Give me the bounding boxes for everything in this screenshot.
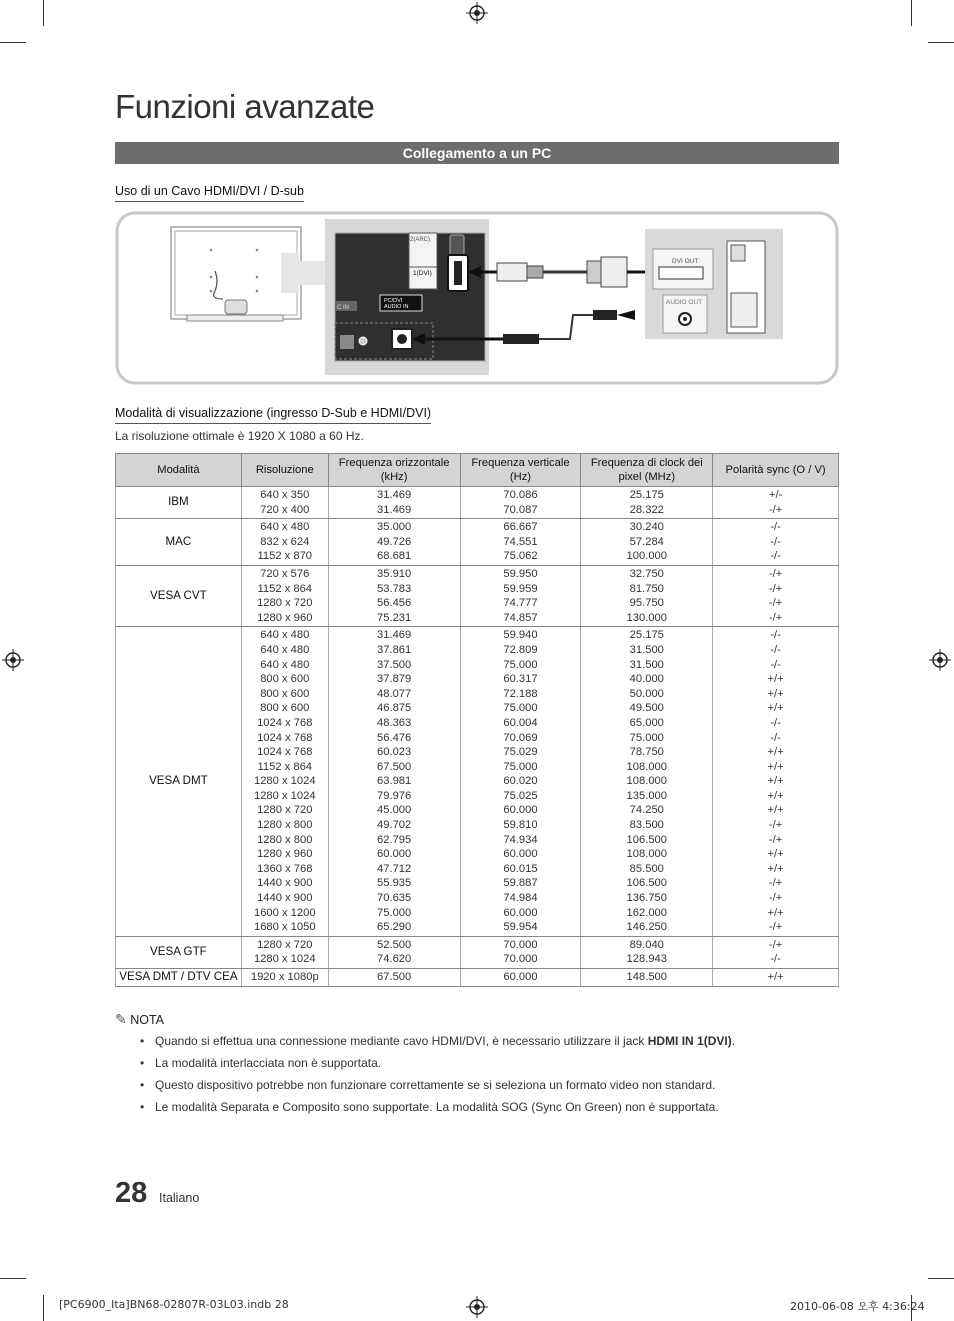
value-line: 50.000 [629, 687, 664, 700]
value-line: 46.875 [377, 702, 412, 715]
value-line: 56.456 [377, 597, 412, 610]
value-line: -/+ [768, 921, 783, 934]
value-line: 1440 x 900 [257, 877, 313, 890]
value-line: 49.500 [629, 702, 664, 715]
value-cell [713, 627, 839, 936]
value-line: 640 x 480 [260, 629, 310, 642]
value-line: 1280 x 800 [257, 833, 313, 846]
modes-heading: Modalità di visualizzazione (ingresso D-Sub e HDMI/DVI) [115, 406, 431, 424]
value-line: 48.363 [377, 716, 412, 729]
value-line: 1680 x 1050 [253, 921, 316, 934]
note-text: Quando si effettua una connessione mediante cavo HDMI/DVI, è necessario utilizzare il jack HDMI IN 1(DVI). [155, 1034, 736, 1048]
value-line: 55.935 [377, 877, 412, 890]
value-line: 28.322 [629, 503, 664, 516]
crop-mark [43, 1295, 44, 1321]
value-line: 81.750 [629, 582, 664, 595]
value-line: 60.015 [503, 862, 538, 875]
value-line: 128.943 [626, 953, 667, 966]
value-line: 1280 x 960 [257, 611, 313, 624]
value-line: -/+ [768, 877, 783, 890]
value-line: -/+ [768, 597, 783, 610]
nota-label: NOTA [130, 1013, 165, 1027]
value-line: 65.000 [629, 716, 664, 729]
value-line: 60.004 [503, 716, 538, 729]
value-line: 640 x 480 [260, 658, 310, 671]
tv-port-arc-label: 2(ARC) [410, 237, 431, 243]
table-row [116, 627, 839, 936]
value-line: 75.025 [503, 789, 538, 802]
value-line: -/+ [768, 503, 783, 516]
value-line: 35.910 [377, 567, 412, 580]
tv-port-dvi-label: 1(DVI) [413, 270, 432, 277]
value-line: 70.000 [503, 953, 538, 966]
value-cell [241, 627, 328, 936]
value-cell [241, 487, 328, 519]
value-line: 25.175 [629, 489, 664, 501]
connection-diagram [115, 211, 839, 385]
value-line: 640 x 480 [260, 521, 310, 534]
registration-mark-icon [466, 2, 488, 24]
table-header-cell: Frequenza di clock dei pixel (MHz) [581, 454, 713, 487]
table-row [116, 487, 839, 519]
value-line: +/+ [767, 848, 784, 861]
value-line: 162.000 [626, 906, 667, 919]
value-cell [328, 627, 460, 936]
value-cell [581, 627, 713, 936]
nota-heading [115, 1011, 164, 1028]
note-item [140, 1056, 381, 1070]
value-cell [241, 936, 328, 968]
value-line: +/+ [767, 687, 784, 700]
value-line: 74.777 [503, 597, 538, 610]
value-line: 1280 x 1024 [253, 953, 316, 966]
value-line: 70.087 [503, 503, 538, 516]
value-line: 83.500 [629, 819, 664, 832]
value-line: 79.976 [377, 789, 412, 802]
cable-heading: Uso di un Cavo HDMI/DVI / D-sub [115, 184, 304, 202]
value-line: 75.062 [503, 550, 538, 563]
value-line: 800 x 600 [260, 702, 310, 715]
mode-cell: VESA CVT [116, 565, 242, 626]
value-line: 1280 x 720 [257, 938, 313, 951]
svg-text:AUDIO IN: AUDIO IN [384, 304, 409, 310]
value-line: 832 x 624 [260, 535, 310, 548]
value-line: -/- [770, 658, 781, 671]
value-line: 800 x 600 [260, 673, 310, 686]
note-text: Le modalità Separata e Composito sono supportate. La modalità SOG (Sync On Green) non è supportata. [155, 1100, 719, 1114]
value-line: 31.500 [629, 658, 664, 671]
value-line: +/+ [767, 789, 784, 802]
value-line: 1280 x 800 [257, 819, 313, 832]
value-cell [581, 519, 713, 566]
crop-mark [928, 1278, 954, 1279]
value-cell [241, 969, 328, 987]
value-line: 59.887 [503, 877, 538, 890]
value-line: 48.077 [377, 687, 412, 700]
value-line: 59.810 [503, 819, 538, 832]
table-row [116, 519, 839, 566]
value-line: 75.000 [503, 658, 538, 671]
value-line: -/+ [768, 582, 783, 595]
value-line: 31.469 [377, 629, 412, 642]
value-line: 75.231 [377, 611, 412, 624]
value-line: 63.981 [377, 775, 412, 788]
value-cell [713, 519, 839, 566]
value-line: 108.000 [626, 775, 667, 788]
value-line: 31.469 [377, 503, 412, 516]
value-line: 67.500 [377, 971, 412, 983]
value-cell [460, 969, 581, 987]
value-line: -/+ [768, 938, 783, 951]
value-line: +/+ [767, 746, 784, 759]
note-item [140, 1078, 715, 1092]
value-line: 74.620 [377, 953, 412, 966]
value-cell [581, 565, 713, 626]
value-line: 74.934 [503, 833, 538, 846]
value-line: 49.702 [377, 819, 412, 832]
value-line: -/- [770, 643, 781, 656]
value-line: 37.861 [377, 643, 412, 656]
value-cell [581, 936, 713, 968]
value-line: -/- [770, 716, 781, 729]
value-line: 37.500 [377, 658, 412, 671]
display-modes-table [115, 453, 839, 987]
value-cell [581, 487, 713, 519]
note-text: La modalità interlacciata non è supportata. [155, 1056, 382, 1070]
value-line: 59.940 [503, 629, 538, 642]
table-header-cell: Polarità sync (O / V) [713, 454, 839, 487]
value-line: 89.040 [629, 938, 664, 951]
value-cell [460, 936, 581, 968]
section-title-bar: Collegamento a un PC [115, 142, 839, 164]
mode-cell: IBM [116, 487, 242, 519]
mode-cell: VESA DMT / DTV CEA [116, 969, 242, 987]
value-line: -/- [770, 953, 781, 966]
table-row [116, 565, 839, 626]
value-line: -/- [770, 550, 781, 563]
value-line: 1600 x 1200 [253, 906, 316, 919]
crop-mark [43, 0, 44, 26]
value-line: +/+ [767, 760, 784, 773]
value-cell [713, 936, 839, 968]
value-cell [713, 487, 839, 519]
value-line: 49.726 [377, 535, 412, 548]
value-line: 37.879 [377, 673, 412, 686]
value-cell [460, 519, 581, 566]
value-line: -/+ [768, 611, 783, 624]
value-line: 135.000 [626, 789, 667, 802]
value-line: 1440 x 900 [257, 892, 313, 905]
value-line: -/- [770, 731, 781, 744]
value-line: 74.250 [629, 804, 664, 817]
registration-mark-icon [929, 649, 951, 671]
value-line: +/+ [767, 673, 784, 686]
value-cell [328, 519, 460, 566]
value-cell [713, 969, 839, 987]
value-cell [460, 627, 581, 936]
value-line: 108.000 [626, 848, 667, 861]
value-line: -/+ [768, 833, 783, 846]
value-line: +/+ [767, 702, 784, 715]
value-line: 1280 x 720 [257, 597, 313, 610]
value-line: 65.290 [377, 921, 412, 934]
value-line: 62.795 [377, 833, 412, 846]
note-item [140, 1100, 719, 1114]
value-line: 72.809 [503, 643, 538, 656]
value-line: 60.317 [503, 673, 538, 686]
value-line: 60.023 [377, 746, 412, 759]
value-line: 1152 x 864 [257, 582, 313, 595]
footer-date: 2010-06-08 오후 4:36:24 [790, 1300, 925, 1313]
value-cell [241, 519, 328, 566]
value-line: 74.984 [503, 892, 538, 905]
value-line: 47.712 [377, 862, 412, 875]
value-line: -/- [770, 629, 781, 642]
value-line: 720 x 576 [260, 567, 310, 580]
value-line: 1360 x 768 [257, 862, 313, 875]
value-line: 640 x 480 [260, 643, 310, 656]
value-line: 75.000 [503, 760, 538, 773]
value-line: 1024 x 768 [257, 716, 313, 729]
value-line: 720 x 400 [260, 503, 310, 516]
value-line: 1280 x 720 [257, 804, 313, 817]
value-line: 1152 x 870 [257, 550, 313, 563]
value-cell [713, 565, 839, 626]
value-line: +/+ [767, 971, 784, 983]
value-line: 106.500 [626, 877, 667, 890]
value-line: +/+ [767, 804, 784, 817]
value-line: 60.020 [503, 775, 538, 788]
registration-mark-icon [466, 1296, 488, 1318]
value-line: 67.500 [377, 760, 412, 773]
value-line: 70.000 [503, 938, 538, 951]
value-line: 53.783 [377, 582, 412, 595]
language-label: Italiano [159, 1191, 200, 1205]
note-item [140, 1034, 735, 1048]
value-line: -/+ [768, 892, 783, 905]
page-number: 28 [115, 1177, 148, 1209]
table-row [116, 936, 839, 968]
crop-mark [911, 0, 912, 26]
tv-edge-label: C IN [337, 305, 349, 311]
value-line: 70.086 [503, 489, 538, 501]
tv-port-audio-label: PC/DVI [384, 298, 403, 304]
value-line: 30.240 [629, 521, 664, 534]
value-cell [241, 565, 328, 626]
value-line: 59.950 [503, 567, 538, 580]
crop-mark [0, 42, 26, 43]
value-line: 85.500 [629, 862, 664, 875]
note-emphasis: HDMI IN 1(DVI) [647, 1034, 732, 1048]
table-header-cell: Risoluzione [241, 454, 328, 487]
value-line: 57.284 [629, 535, 664, 548]
value-line: 1152 x 864 [257, 760, 313, 773]
value-line: 70.635 [377, 892, 412, 905]
footer-file: [PC6900_Ita]BN68-02807R-03L03.indb 28 [59, 1298, 289, 1311]
value-cell [460, 487, 581, 519]
value-line: 35.000 [377, 521, 412, 534]
value-line: 130.000 [626, 611, 667, 624]
value-line: 60.000 [503, 906, 538, 919]
value-line: 106.500 [626, 833, 667, 846]
registration-mark-icon [2, 649, 24, 671]
value-line: +/+ [767, 906, 784, 919]
mode-cell: MAC [116, 519, 242, 566]
value-line: +/- [768, 489, 783, 501]
value-line: 146.250 [626, 921, 667, 934]
value-line: 59.954 [503, 921, 538, 934]
value-line: 75.029 [503, 746, 538, 759]
value-line: 1280 x 960 [257, 848, 313, 861]
value-line: 75.000 [503, 702, 538, 715]
value-line: 31.500 [629, 643, 664, 656]
table-header-cell: Frequenza verticale (Hz) [460, 454, 581, 487]
value-cell [328, 936, 460, 968]
value-line: 60.000 [503, 804, 538, 817]
value-line: 100.000 [626, 550, 667, 563]
value-line: 1024 x 768 [257, 746, 313, 759]
pencil-icon: ✎ [115, 1011, 127, 1027]
value-line: 74.857 [503, 611, 538, 624]
value-line: 1280 x 1024 [253, 775, 316, 788]
page-title: Funzioni avanzate [115, 88, 375, 125]
value-cell [328, 487, 460, 519]
value-line: 59.959 [503, 582, 538, 595]
pc-dvi-out-label: DVI OUT [672, 258, 699, 265]
value-line: 56.476 [377, 731, 412, 744]
note-text: Questo dispositivo potrebbe non funzionare correttamente se si seleziona un formato video non standard. [155, 1078, 716, 1092]
value-line: +/+ [767, 862, 784, 875]
value-line: 800 x 600 [260, 687, 310, 700]
value-line: -/- [770, 535, 781, 548]
value-line: 1280 x 1024 [253, 789, 316, 802]
value-line: 108.000 [626, 760, 667, 773]
value-line: 75.000 [629, 731, 664, 744]
value-line: 40.000 [629, 673, 664, 686]
value-cell [581, 969, 713, 987]
value-line: 25.175 [629, 629, 664, 642]
value-line: 60.000 [503, 848, 538, 861]
value-line: 78.750 [629, 746, 664, 759]
table-header-cell: Frequenza orizzontale (kHz) [328, 454, 460, 487]
table-header-cell: Modalità [116, 454, 242, 487]
value-line: 60.000 [503, 971, 538, 983]
value-line: 72.188 [503, 687, 538, 700]
value-cell [460, 565, 581, 626]
pc-audio-out-label: AUDIO OUT [666, 299, 703, 306]
value-line: 1024 x 768 [257, 731, 313, 744]
value-line: 52.500 [377, 938, 412, 951]
value-line: 74.551 [503, 535, 538, 548]
value-line: 32.750 [629, 567, 664, 580]
table-row [116, 969, 839, 987]
value-line: 640 x 350 [260, 489, 310, 501]
optimal-resolution-note: La risoluzione ottimale è 1920 X 1080 a 60 Hz. [115, 429, 364, 443]
value-line: -/+ [768, 567, 783, 580]
crop-mark [928, 42, 954, 43]
value-line: 1920 x 1080p [250, 971, 319, 983]
value-line: 75.000 [377, 906, 412, 919]
value-line: 95.750 [629, 597, 664, 610]
value-line: +/+ [767, 775, 784, 788]
value-line: 68.681 [377, 550, 412, 563]
mode-cell: VESA GTF [116, 936, 242, 968]
value-cell [328, 565, 460, 626]
value-line: -/+ [768, 819, 783, 832]
crop-mark [0, 1278, 26, 1279]
value-line: 70.069 [503, 731, 538, 744]
value-line: 60.000 [377, 848, 412, 861]
value-line: 31.469 [377, 489, 412, 501]
value-line: 45.000 [377, 804, 412, 817]
mode-cell: VESA DMT [116, 627, 242, 936]
value-line: 148.500 [626, 971, 667, 983]
value-line: 66.667 [503, 521, 538, 534]
value-cell [328, 969, 460, 987]
value-line: -/- [770, 521, 781, 534]
value-line: 136.750 [626, 892, 667, 905]
